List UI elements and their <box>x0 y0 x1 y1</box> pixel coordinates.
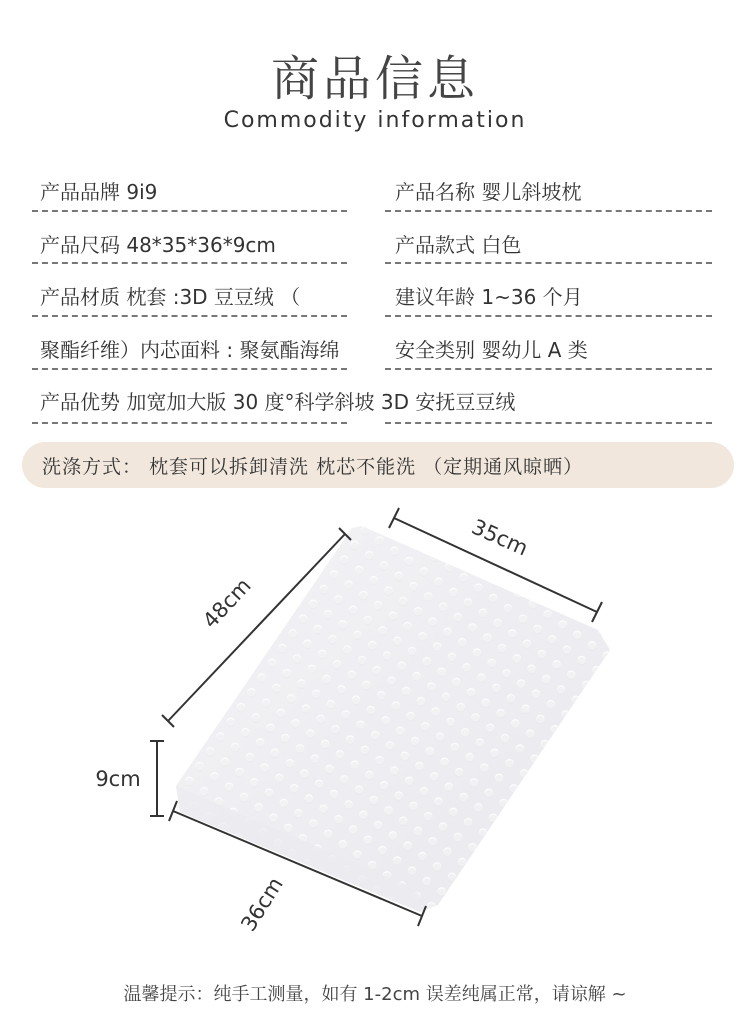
dimension-label-length: 48cm <box>198 573 256 633</box>
info-material-cont: 聚酯纤维）内芯面料 : 聚氨酯海绵 <box>40 338 340 362</box>
info-brand: 产品品牌 9i9 <box>40 180 158 204</box>
wash-instructions-text: 洗涤方式： 枕套可以拆卸清洗 枕芯不能洗 （定期通风晾晒） <box>42 456 584 478</box>
dimension-label-height: 9cm <box>95 767 141 791</box>
info-material: 产品材质 枕套 :3D 豆豆绒 （ <box>40 285 301 309</box>
dimension-label-top: 35cm <box>468 514 532 561</box>
info-size: 产品尺码 48*35*36*9cm <box>40 233 276 257</box>
info-style: 产品款式 白色 <box>395 233 522 257</box>
dimension-label-bottom: 36cm <box>236 873 288 936</box>
page-title: 商品信息 <box>270 51 479 107</box>
info-name: 产品名称 婴儿斜坡枕 <box>395 180 582 204</box>
footer-note: 温馨提示：纯手工测量，如有 1-2cm 误差纯属正常，请谅解 ~ <box>123 984 627 1005</box>
info-advantage: 产品优势 加宽加大版 30 度°科学斜坡 3D 安抚豆豆绒 <box>40 390 516 414</box>
info-age: 建议年龄 1~36 个月 <box>395 285 583 309</box>
page-subtitle: Commodity information <box>223 108 527 133</box>
dimension-9cm <box>95 741 164 816</box>
info-safety: 安全类别 婴幼儿 A 类 <box>395 338 588 362</box>
